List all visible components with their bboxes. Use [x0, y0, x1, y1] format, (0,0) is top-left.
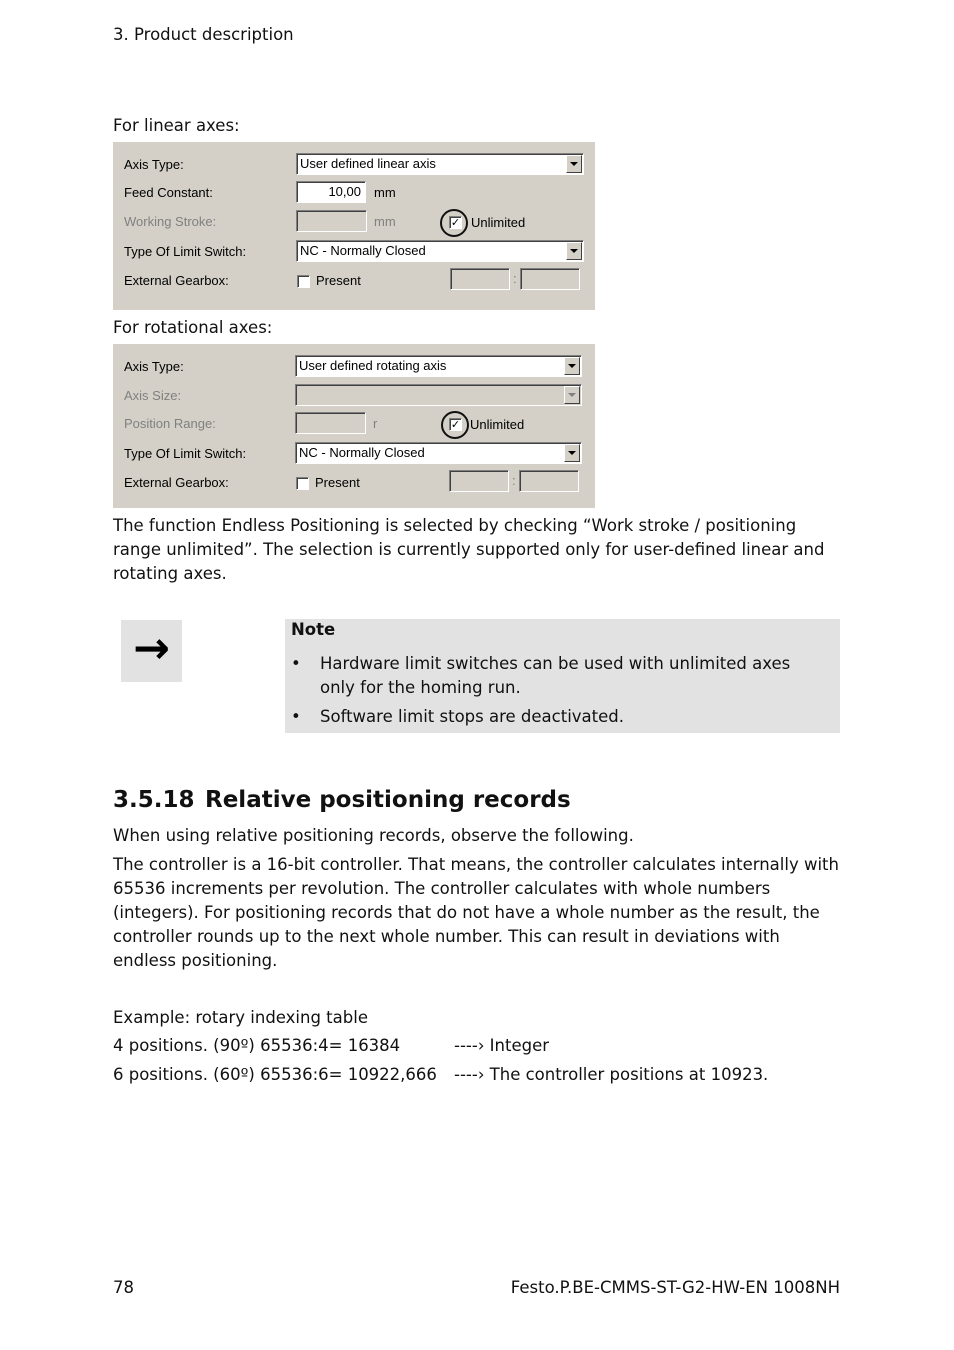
axis-type-value: User defined linear axis — [300, 156, 436, 171]
working-stroke-label: Working Stroke: — [124, 214, 217, 229]
axis-size-label: Axis Size: — [124, 388, 182, 403]
present-label: Present — [316, 273, 361, 288]
note-item: Software limit stops are deactivated. — [320, 707, 625, 726]
axis-type-label: Axis Type: — [124, 157, 184, 172]
example-title: Example: rotary indexing table — [113, 1008, 368, 1027]
section-heading — [113, 787, 571, 813]
limit-switch-value: NC - Normally Closed — [300, 243, 426, 258]
example-row-left: 4 positions. (90º) 65536:4= 16384 — [113, 1036, 401, 1055]
gearbox-colon: : — [512, 473, 516, 488]
document-id: Festo.P.BE-CMMS-ST-G2-HW-EN 1008NH — [510, 1278, 840, 1297]
position-range-input[interactable] — [295, 412, 366, 434]
axis-type-select[interactable] — [295, 355, 582, 377]
limit-switch-value: NC - Normally Closed — [299, 445, 425, 460]
linear-axis-panel — [113, 142, 595, 310]
unlimited-label: Unlimited — [470, 417, 525, 432]
gearbox-numerator-input[interactable] — [449, 470, 509, 492]
gearbox-denominator-input[interactable] — [519, 470, 579, 492]
feed-unit: mm — [374, 185, 396, 200]
gearbox-denominator-input[interactable] — [520, 268, 580, 290]
present-checkbox[interactable] — [296, 477, 309, 490]
axis-type-label: Axis Type: — [124, 359, 184, 374]
chevron-down-icon[interactable] — [564, 386, 580, 404]
unlimited-checkbox[interactable]: ✓ — [450, 418, 461, 431]
note-title: Note — [291, 620, 336, 639]
running-header: 3. Product description — [113, 25, 294, 44]
example-row-right: ----› The controller positions at 10923. — [454, 1065, 769, 1084]
feed-constant-label: Feed Constant: — [124, 185, 213, 200]
example-row-right: ----› Integer — [454, 1036, 550, 1055]
rotational-caption: For rotational axes: — [113, 318, 273, 337]
rotational-axis-panel — [113, 344, 595, 508]
section-title: Relative positioning records — [205, 787, 571, 813]
bullet-icon: • — [291, 707, 301, 726]
highlight-circle — [441, 411, 469, 439]
note-item: Hardware limit switches can be used with unlimited axes only for the homing run. — [320, 654, 791, 697]
page-number: 78 — [113, 1278, 134, 1297]
chevron-down-icon[interactable] — [566, 242, 582, 260]
chevron-down-icon[interactable] — [564, 444, 580, 462]
highlight-circle — [440, 209, 468, 237]
limit-switch-select[interactable] — [296, 240, 584, 262]
example-row-left: 6 positions. (60º) 65536:6= 10922,666 — [113, 1065, 437, 1084]
limit-switch-label: Type Of Limit Switch: — [124, 244, 247, 259]
external-gearbox-label: External Gearbox: — [124, 475, 229, 490]
arrow-right-icon: → — [133, 623, 170, 674]
section-number: 3.5.18 — [113, 787, 195, 813]
chevron-down-icon[interactable] — [566, 155, 582, 173]
axis-type-select[interactable] — [296, 153, 584, 175]
present-checkbox[interactable] — [297, 275, 310, 288]
unlimited-checkbox[interactable]: ✓ — [450, 216, 461, 229]
linear-caption: For linear axes: — [113, 116, 240, 135]
external-gearbox-label: External Gearbox: — [124, 273, 229, 288]
bullet-icon: • — [291, 654, 301, 673]
chevron-down-icon[interactable] — [564, 357, 580, 375]
note-box — [285, 619, 840, 733]
position-range-label: Position Range: — [124, 416, 216, 431]
section-body: The controller is a 16-bit controller. That means, the controller calculates internally with 65536 increments per revolution. The controller calculates with whole numbers (integers). For positioning records that do not have a whole number as the result, the controller rounds up to the next whole number. This can result in deviations with endless positioning. — [113, 855, 839, 970]
axis-type-value: User defined rotating axis — [299, 358, 447, 373]
limit-switch-label: Type Of Limit Switch: — [124, 446, 247, 461]
present-label: Present — [315, 475, 360, 490]
unlimited-label: Unlimited — [471, 215, 526, 230]
gearbox-colon: : — [513, 271, 517, 286]
range-unit: r — [373, 416, 378, 431]
gearbox-numerator-input[interactable] — [450, 268, 510, 290]
endless-positioning-paragraph: The function Endless Positioning is selected by checking “Work stroke / positioning range unlimited”. The selection is currently supported only for user-defined linear and rotating axes. — [113, 516, 825, 583]
feed-constant-input[interactable]: 10,00 — [296, 181, 366, 203]
working-stroke-input[interactable] — [296, 210, 367, 232]
limit-switch-select[interactable] — [295, 442, 582, 464]
note-arrow-box — [121, 620, 182, 682]
stroke-unit: mm — [374, 214, 396, 229]
axis-size-select[interactable] — [295, 384, 582, 406]
section-intro: When using relative positioning records, observe the following. — [113, 826, 634, 845]
